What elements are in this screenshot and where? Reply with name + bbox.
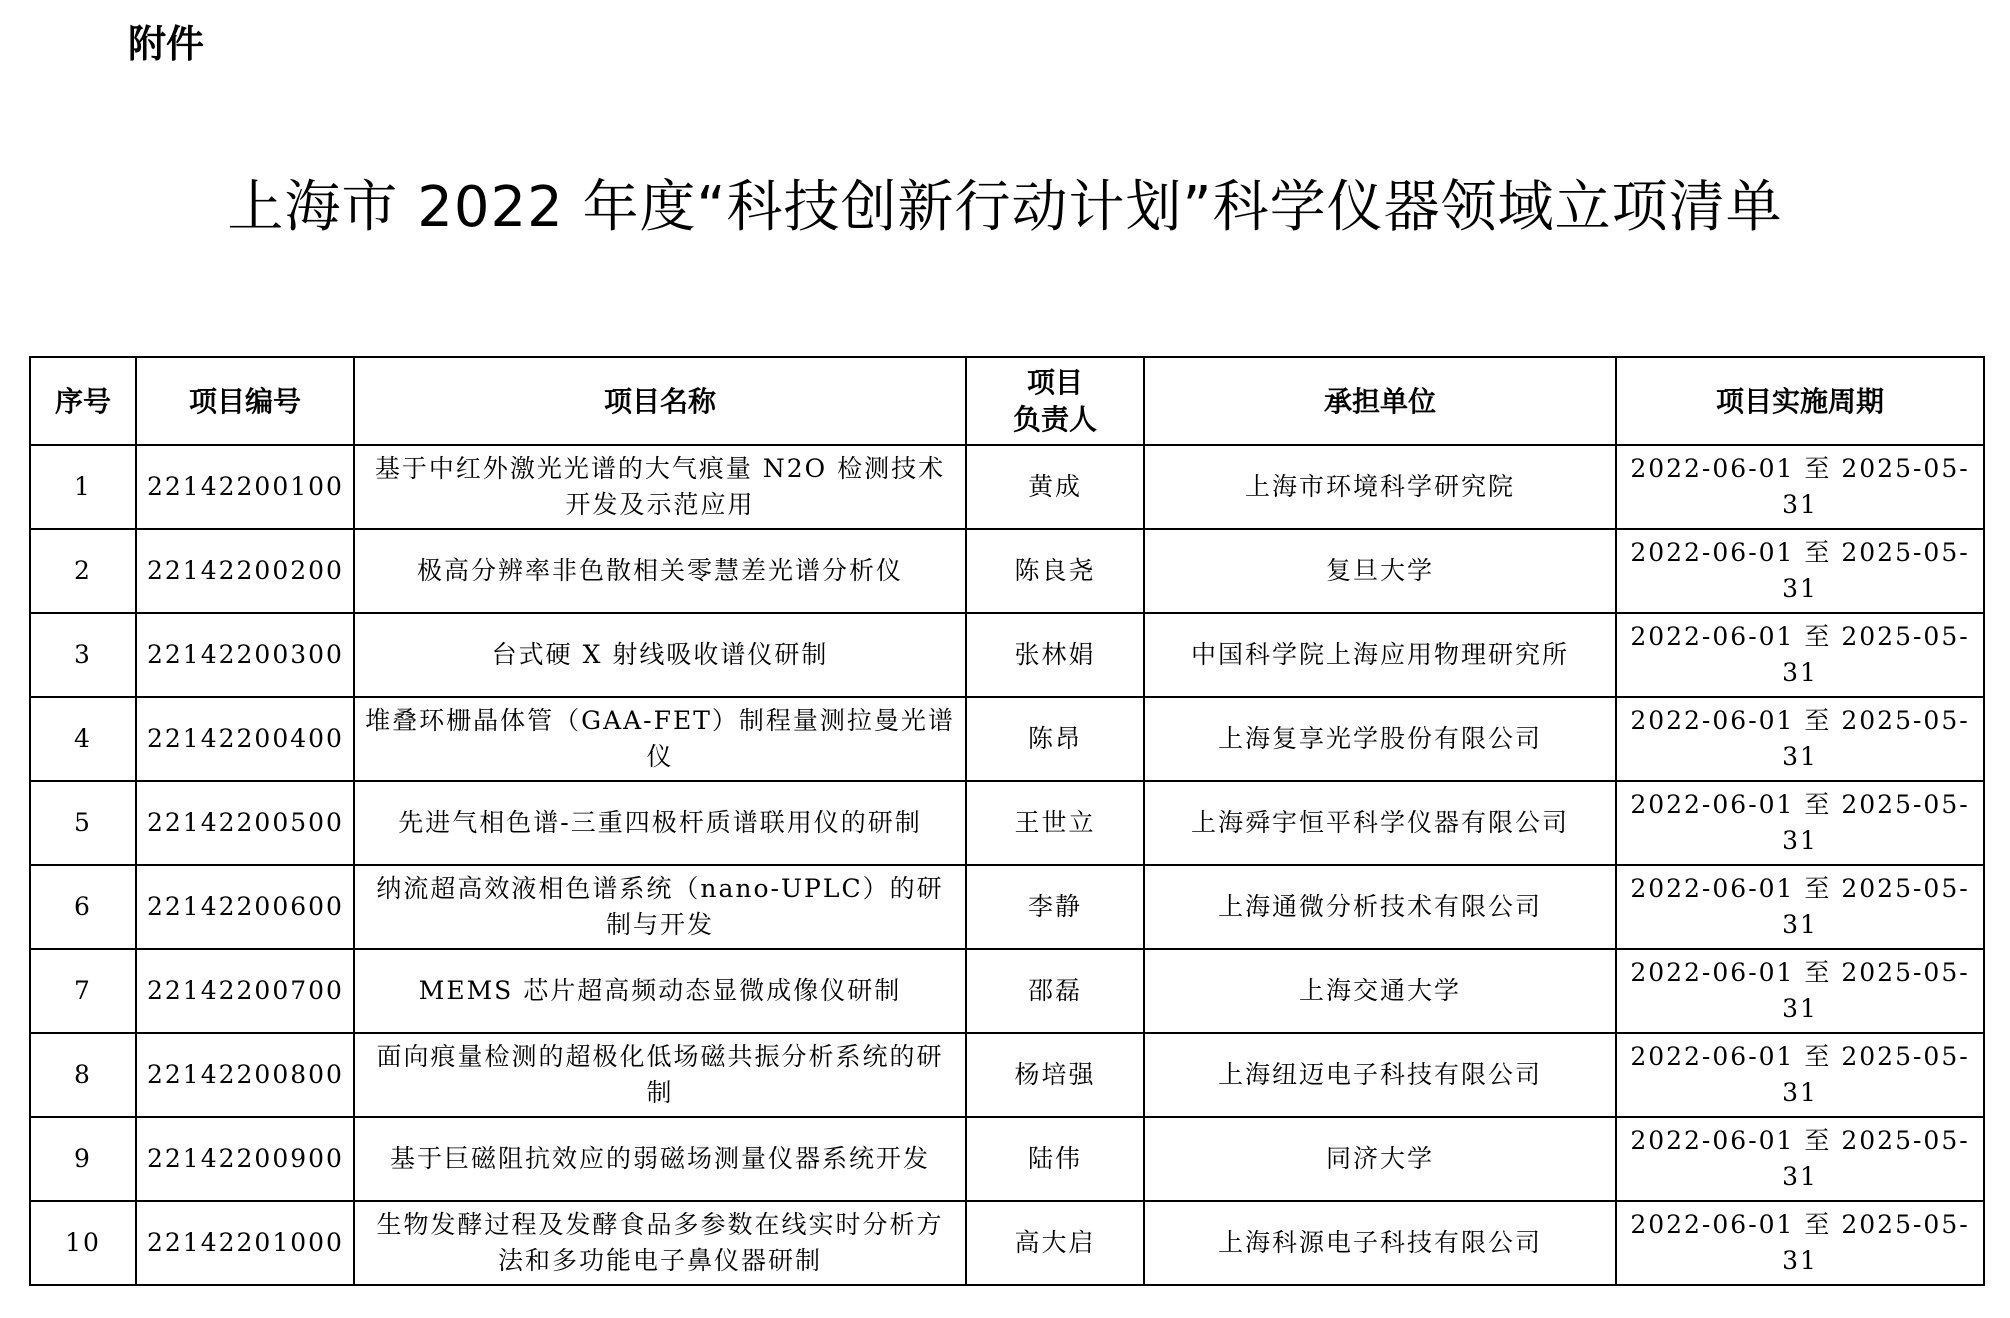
cell-period: 2022-06-01 至 2025-05-31	[1616, 1033, 1984, 1117]
cell-unit: 同济大学	[1144, 1117, 1616, 1201]
cell-index: 2	[30, 529, 136, 613]
table-row	[30, 781, 1984, 865]
cell-index: 6	[30, 865, 136, 949]
table-header-row	[30, 357, 1984, 445]
table-row	[30, 697, 1984, 781]
cell-name: MEMS 芯片超高频动态显微成像仪研制	[354, 949, 966, 1033]
cell-code: 22142200100	[136, 445, 354, 529]
column-header-period: 项目实施周期	[1616, 357, 1984, 445]
cell-unit: 复旦大学	[1144, 529, 1616, 613]
cell-period: 2022-06-01 至 2025-05-31	[1616, 1117, 1984, 1201]
cell-code: 22142200700	[136, 949, 354, 1033]
cell-unit: 上海复享光学股份有限公司	[1144, 697, 1616, 781]
cell-index: 9	[30, 1117, 136, 1201]
cell-index: 7	[30, 949, 136, 1033]
table-row	[30, 1117, 1984, 1201]
cell-leader: 黄成	[966, 445, 1144, 529]
cell-index: 4	[30, 697, 136, 781]
cell-name: 极高分辨率非色散相关零慧差光谱分析仪	[354, 529, 966, 613]
table-row	[30, 613, 1984, 697]
cell-index: 10	[30, 1201, 136, 1285]
column-header-unit: 承担单位	[1144, 357, 1616, 445]
cell-unit: 上海舜宇恒平科学仪器有限公司	[1144, 781, 1616, 865]
cell-leader: 陈良尧	[966, 529, 1144, 613]
cell-period: 2022-06-01 至 2025-05-31	[1616, 781, 1984, 865]
cell-unit: 上海通微分析技术有限公司	[1144, 865, 1616, 949]
table-row	[30, 1201, 1984, 1285]
cell-leader: 邵磊	[966, 949, 1144, 1033]
cell-code: 22142200400	[136, 697, 354, 781]
cell-period: 2022-06-01 至 2025-05-31	[1616, 1201, 1984, 1285]
cell-leader: 陈昂	[966, 697, 1144, 781]
cell-index: 8	[30, 1033, 136, 1117]
column-header-index: 序号	[30, 357, 136, 445]
cell-name: 基于中红外激光光谱的大气痕量 N2O 检测技术开发及示范应用	[354, 445, 966, 529]
table-row	[30, 1033, 1984, 1117]
cell-unit: 上海科源电子科技有限公司	[1144, 1201, 1616, 1285]
cell-name: 面向痕量检测的超极化低场磁共振分析系统的研制	[354, 1033, 966, 1117]
cell-code: 22142200900	[136, 1117, 354, 1201]
cell-leader: 陆伟	[966, 1117, 1144, 1201]
cell-leader: 高大启	[966, 1201, 1144, 1285]
cell-name: 生物发酵过程及发酵食品多参数在线实时分析方法和多功能电子鼻仪器研制	[354, 1201, 966, 1285]
attachment-label: 附件	[128, 22, 205, 66]
cell-name: 纳流超高效液相色谱系统（nano-UPLC）的研制与开发	[354, 865, 966, 949]
project-table	[29, 356, 1985, 1286]
cell-name: 堆叠环栅晶体管（GAA-FET）制程量测拉曼光谱仪	[354, 697, 966, 781]
page-title: 上海市 2022 年度“科技创新行动计划”科学仪器领域立项清单	[227, 175, 1783, 240]
cell-name: 台式硬 X 射线吸收谱仪研制	[354, 613, 966, 697]
cell-period: 2022-06-01 至 2025-05-31	[1616, 865, 1984, 949]
column-header-leader-line1: 项目	[1026, 366, 1083, 399]
column-header-leader-line2: 负责人	[1012, 403, 1097, 436]
table-row	[30, 865, 1984, 949]
table-row	[30, 445, 1984, 529]
cell-unit: 中国科学院上海应用物理研究所	[1144, 613, 1616, 697]
cell-index: 3	[30, 613, 136, 697]
cell-index: 5	[30, 781, 136, 865]
column-header-name: 项目名称	[354, 357, 966, 445]
cell-unit: 上海纽迈电子科技有限公司	[1144, 1033, 1616, 1117]
table-row	[30, 529, 1984, 613]
cell-index: 1	[30, 445, 136, 529]
cell-code: 22142200800	[136, 1033, 354, 1117]
cell-period: 2022-06-01 至 2025-05-31	[1616, 445, 1984, 529]
cell-period: 2022-06-01 至 2025-05-31	[1616, 949, 1984, 1033]
cell-code: 22142200600	[136, 865, 354, 949]
cell-leader: 王世立	[966, 781, 1144, 865]
cell-leader: 张林娟	[966, 613, 1144, 697]
column-header-code: 项目编号	[136, 357, 354, 445]
cell-name: 先进气相色谱-三重四极杆质谱联用仪的研制	[354, 781, 966, 865]
cell-period: 2022-06-01 至 2025-05-31	[1616, 697, 1984, 781]
cell-code: 22142200200	[136, 529, 354, 613]
column-header-leader	[966, 357, 1144, 445]
cell-leader: 李静	[966, 865, 1144, 949]
cell-name: 基于巨磁阻抗效应的弱磁场测量仪器系统开发	[354, 1117, 966, 1201]
cell-period: 2022-06-01 至 2025-05-31	[1616, 529, 1984, 613]
cell-unit: 上海市环境科学研究院	[1144, 445, 1616, 529]
cell-unit: 上海交通大学	[1144, 949, 1616, 1033]
cell-code: 22142200500	[136, 781, 354, 865]
cell-period: 2022-06-01 至 2025-05-31	[1616, 613, 1984, 697]
cell-code: 22142201000	[136, 1201, 354, 1285]
cell-code: 22142200300	[136, 613, 354, 697]
cell-leader: 杨培强	[966, 1033, 1144, 1117]
table-row	[30, 949, 1984, 1033]
